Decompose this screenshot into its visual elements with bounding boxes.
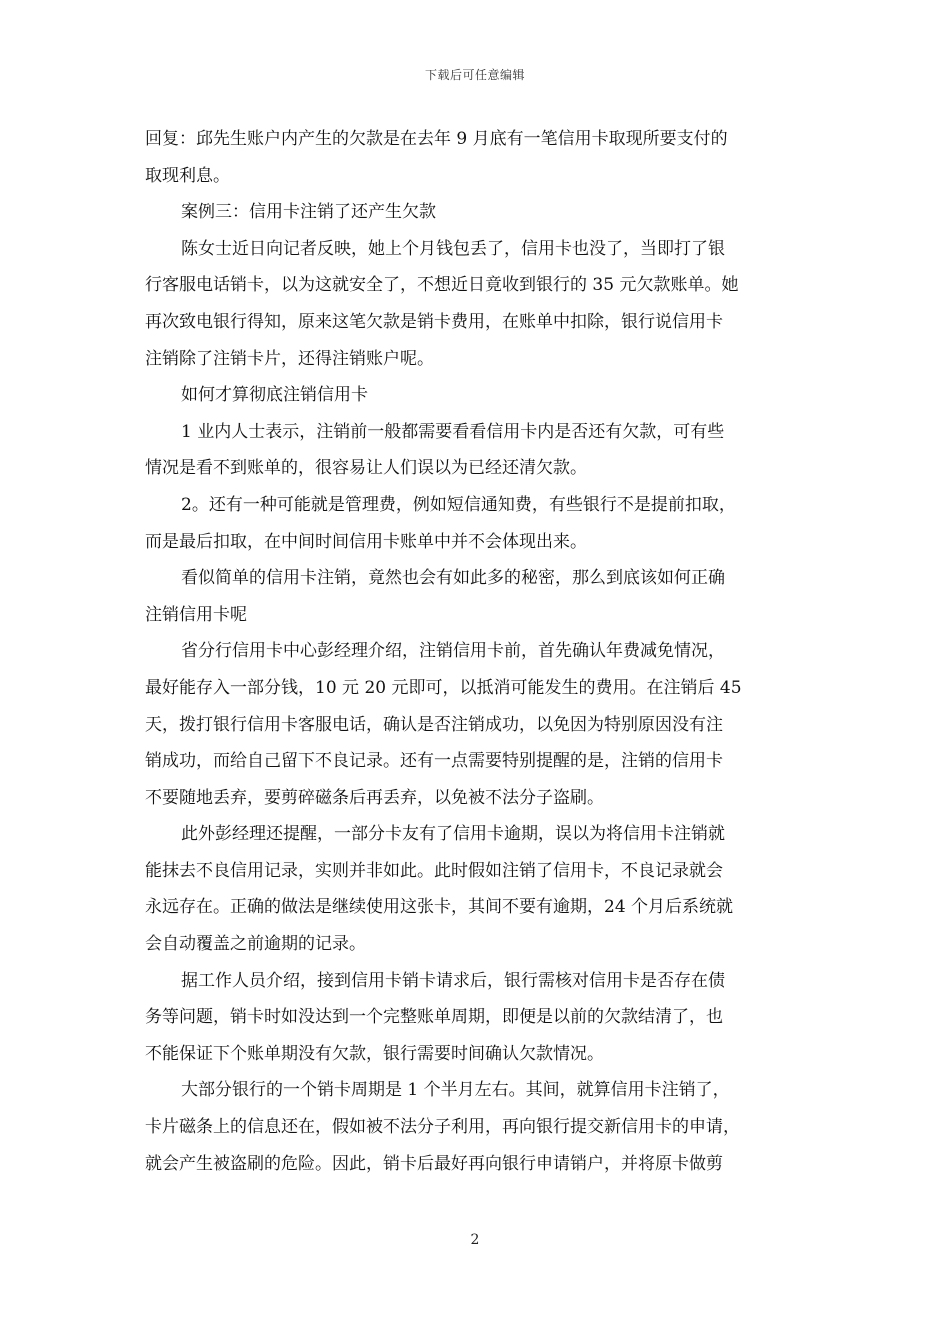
text-line: 大部分银行的一个销卡周期是 1 个半月左右。其间，就算信用卡注销了， — [181, 1080, 730, 1101]
text-line: 注销信用卡呢 — [145, 604, 247, 625]
text-line: 销成功，而给自己留下不良记录。还有一点需要特别提醒的是，注销的信用卡 — [145, 751, 723, 772]
text-line: 如何才算彻底注销信用卡 — [181, 385, 368, 406]
text-line: 行客服电话销卡，以为这就安全了，不想近日竟收到银行的 35 元欠款账单。她 — [145, 275, 739, 296]
document-body — [145, 121, 807, 1182]
text-line: 天，拨打银行信用卡客服电话，确认是否注销成功，以免因为特别原因没有注 — [145, 714, 723, 735]
text-line: 2。还有一种可能就是管理费，例如短信通知费，有些银行不是提前扣取， — [181, 494, 736, 515]
text-line: 务等问题，销卡时如没达到一个完整账单周期，即便是以前的欠款结清了，也 — [145, 1007, 723, 1028]
text-line: 不要随地丢弃，要剪碎磁条后再丢弃，以免被不法分子盗刷。 — [145, 787, 604, 808]
text-line: 此外彭经理还提醒，一部分卡友有了信用卡逾期，误以为将信用卡注销就 — [181, 824, 725, 845]
text-line: 案例三：信用卡注销了还产生欠款 — [181, 202, 436, 223]
text-line: 能抹去不良信用记录，实则并非如此。此时假如注销了信用卡，不良记录就会 — [145, 860, 723, 881]
text-line: 就会产生被盗刷的危险。因此，销卡后最好再向银行申请销户，并将原卡做剪 — [145, 1153, 723, 1174]
text-line: 回复：邱先生账户内产生的欠款是在去年 9 月底有一笔信用卡取现所要支付的 — [145, 129, 728, 149]
text-line: 再次致电银行得知，原来这笔欠款是销卡费用，在账单中扣除，银行说信用卡 — [145, 311, 723, 332]
text-line: 而是最后扣取，在中间时间信用卡账单中并不会体现出来。 — [145, 531, 587, 552]
text-line: 取现利息。 — [145, 165, 230, 186]
text-line: 永远存在。正确的做法是继续使用这张卡，其间不要有逾期，24 个月后系统就 — [145, 897, 734, 918]
text-line: 最好能存入一部分钱，10 元 20 元即可，以抵消可能发生的费用。在注销后 45 — [145, 677, 742, 698]
page-header: 下载后可任意编辑 — [424, 68, 525, 82]
text-line: 注销除了注销卡片，还得注销账户呢。 — [145, 348, 434, 369]
text-line: 陈女士近日向记者反映，她上个月钱包丢了，信用卡也没了，当即打了银 — [181, 238, 725, 259]
text-line: 看似简单的信用卡注销，竟然也会有如此多的秘密，那么到底该如何正确 — [181, 568, 725, 589]
page-number: 2 — [470, 1232, 480, 1248]
text-line: 1 业内人士表示，注销前一般都需要看看信用卡内是否还有欠款，可有些 — [181, 421, 725, 442]
text-line: 卡片磁条上的信息还在，假如被不法分子利用，再向银行提交新信用卡的申请， — [145, 1117, 740, 1138]
text-line: 省分行信用卡中心彭经理介绍，注销信用卡前，首先确认年费减免情况， — [181, 641, 725, 662]
text-line: 情况是看不到账单的，很容易让人们误以为已经还清欠款。 — [145, 458, 587, 479]
text-line: 会自动覆盖之前逾期的记录。 — [145, 934, 366, 955]
text-line: 不能保证下个账单期没有欠款，银行需要时间确认欠款情况。 — [145, 1043, 604, 1064]
text-line: 据工作人员介绍，接到信用卡销卡请求后，银行需核对信用卡是否存在债 — [181, 970, 725, 991]
